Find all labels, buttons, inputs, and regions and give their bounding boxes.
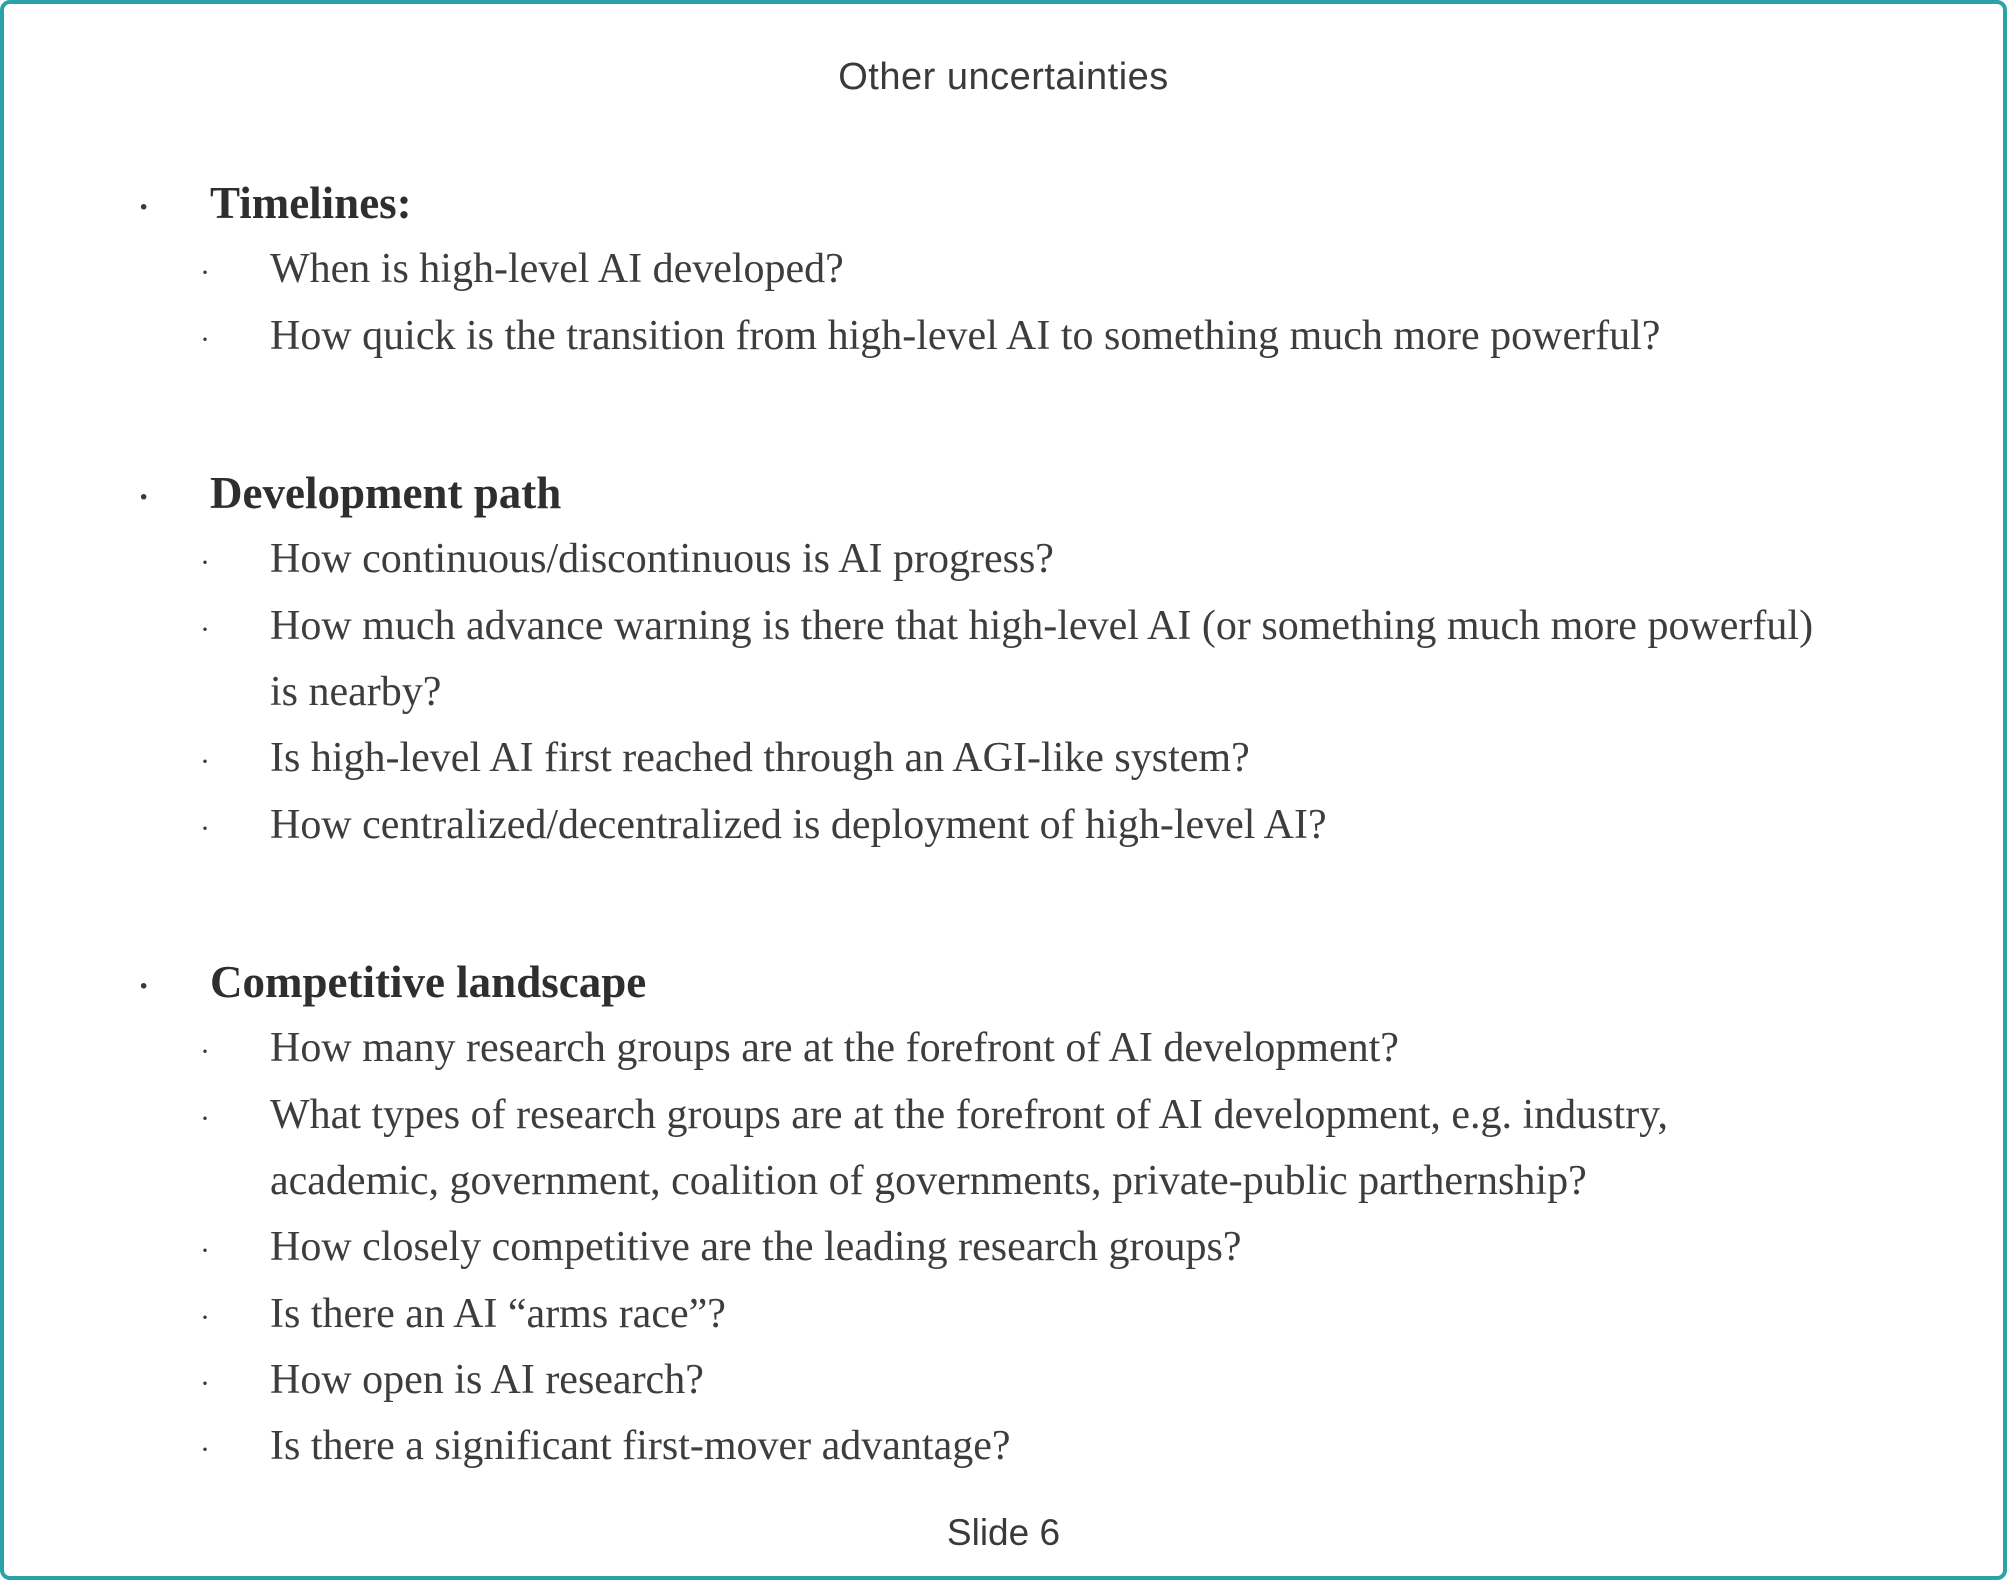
list-item [132, 526, 1833, 592]
slide-body [4, 99, 2003, 1480]
list-item [132, 792, 1833, 858]
list-item-text: How much advance warning is there that high-level AI (or something much more powerful) is nearby? [270, 602, 1814, 715]
section-heading-label: Development path [210, 467, 562, 518]
list-item [132, 1015, 1833, 1081]
list-item-text: How many research groups are at the forefront of AI development? [270, 1025, 1399, 1072]
section-heading [132, 461, 1833, 526]
bullet-icon: · [200, 1101, 210, 1135]
list-item [132, 303, 1833, 369]
bullet-icon: · [200, 1433, 210, 1467]
bullet-icon: · [200, 1234, 210, 1268]
bullet-icon: · [200, 1367, 210, 1401]
list-item [132, 1413, 1833, 1479]
bullet-icon: · [200, 745, 210, 779]
list-item-text: Is high-level AI first reached through an AGI-like system? [270, 735, 1250, 782]
section [132, 950, 1833, 1480]
list-item [132, 1082, 1833, 1215]
bullet-icon: · [200, 322, 210, 356]
bullet-icon: · [200, 256, 210, 290]
section-heading-label: Competitive landscape [210, 957, 647, 1008]
list-item [132, 1281, 1833, 1347]
list-item-text: How quick is the transition from high-level AI to something much more powerful? [270, 312, 1661, 359]
list-item [132, 725, 1833, 791]
list-item-text: How open is AI research? [270, 1357, 704, 1404]
bullet-icon: · [200, 1035, 210, 1069]
list-item-text: How centralized/decentralized is deployment of high-level AI? [270, 801, 1327, 848]
section-heading-label: Timelines: [210, 178, 412, 228]
list-item-text: Is there a significant first-mover advantage? [270, 1423, 1011, 1470]
slide-title: Other uncertainties [838, 56, 1169, 98]
bullet-icon: · [200, 811, 210, 845]
bullet-icon: · [200, 546, 210, 580]
list-item-text: What types of research groups are at the forefront of AI development, e.g. industry, academic, government, coalition of governments, private-public parthernship? [270, 1091, 1668, 1204]
section [132, 461, 1833, 858]
section [132, 171, 1833, 369]
bullet-icon: · [138, 968, 150, 1006]
bullet-icon: · [200, 612, 210, 646]
list-item-text: How closely competitive are the leading research groups? [270, 1224, 1242, 1271]
list-item [132, 1214, 1833, 1280]
bullet-icon: · [138, 189, 150, 226]
slide-number: Slide 6 [946, 1512, 1061, 1553]
list-item-text: How continuous/discontinuous is AI progress? [270, 536, 1054, 583]
list-item [132, 236, 1833, 302]
bullet-icon: · [200, 1300, 210, 1334]
list-item-text: Is there an AI “arms race”? [270, 1290, 726, 1337]
list-item [132, 593, 1833, 726]
bullet-icon: · [138, 478, 150, 516]
section-heading [132, 171, 1833, 236]
list-item-text: When is high-level AI developed? [270, 246, 844, 293]
list-item [132, 1347, 1833, 1413]
section-heading [132, 950, 1833, 1015]
